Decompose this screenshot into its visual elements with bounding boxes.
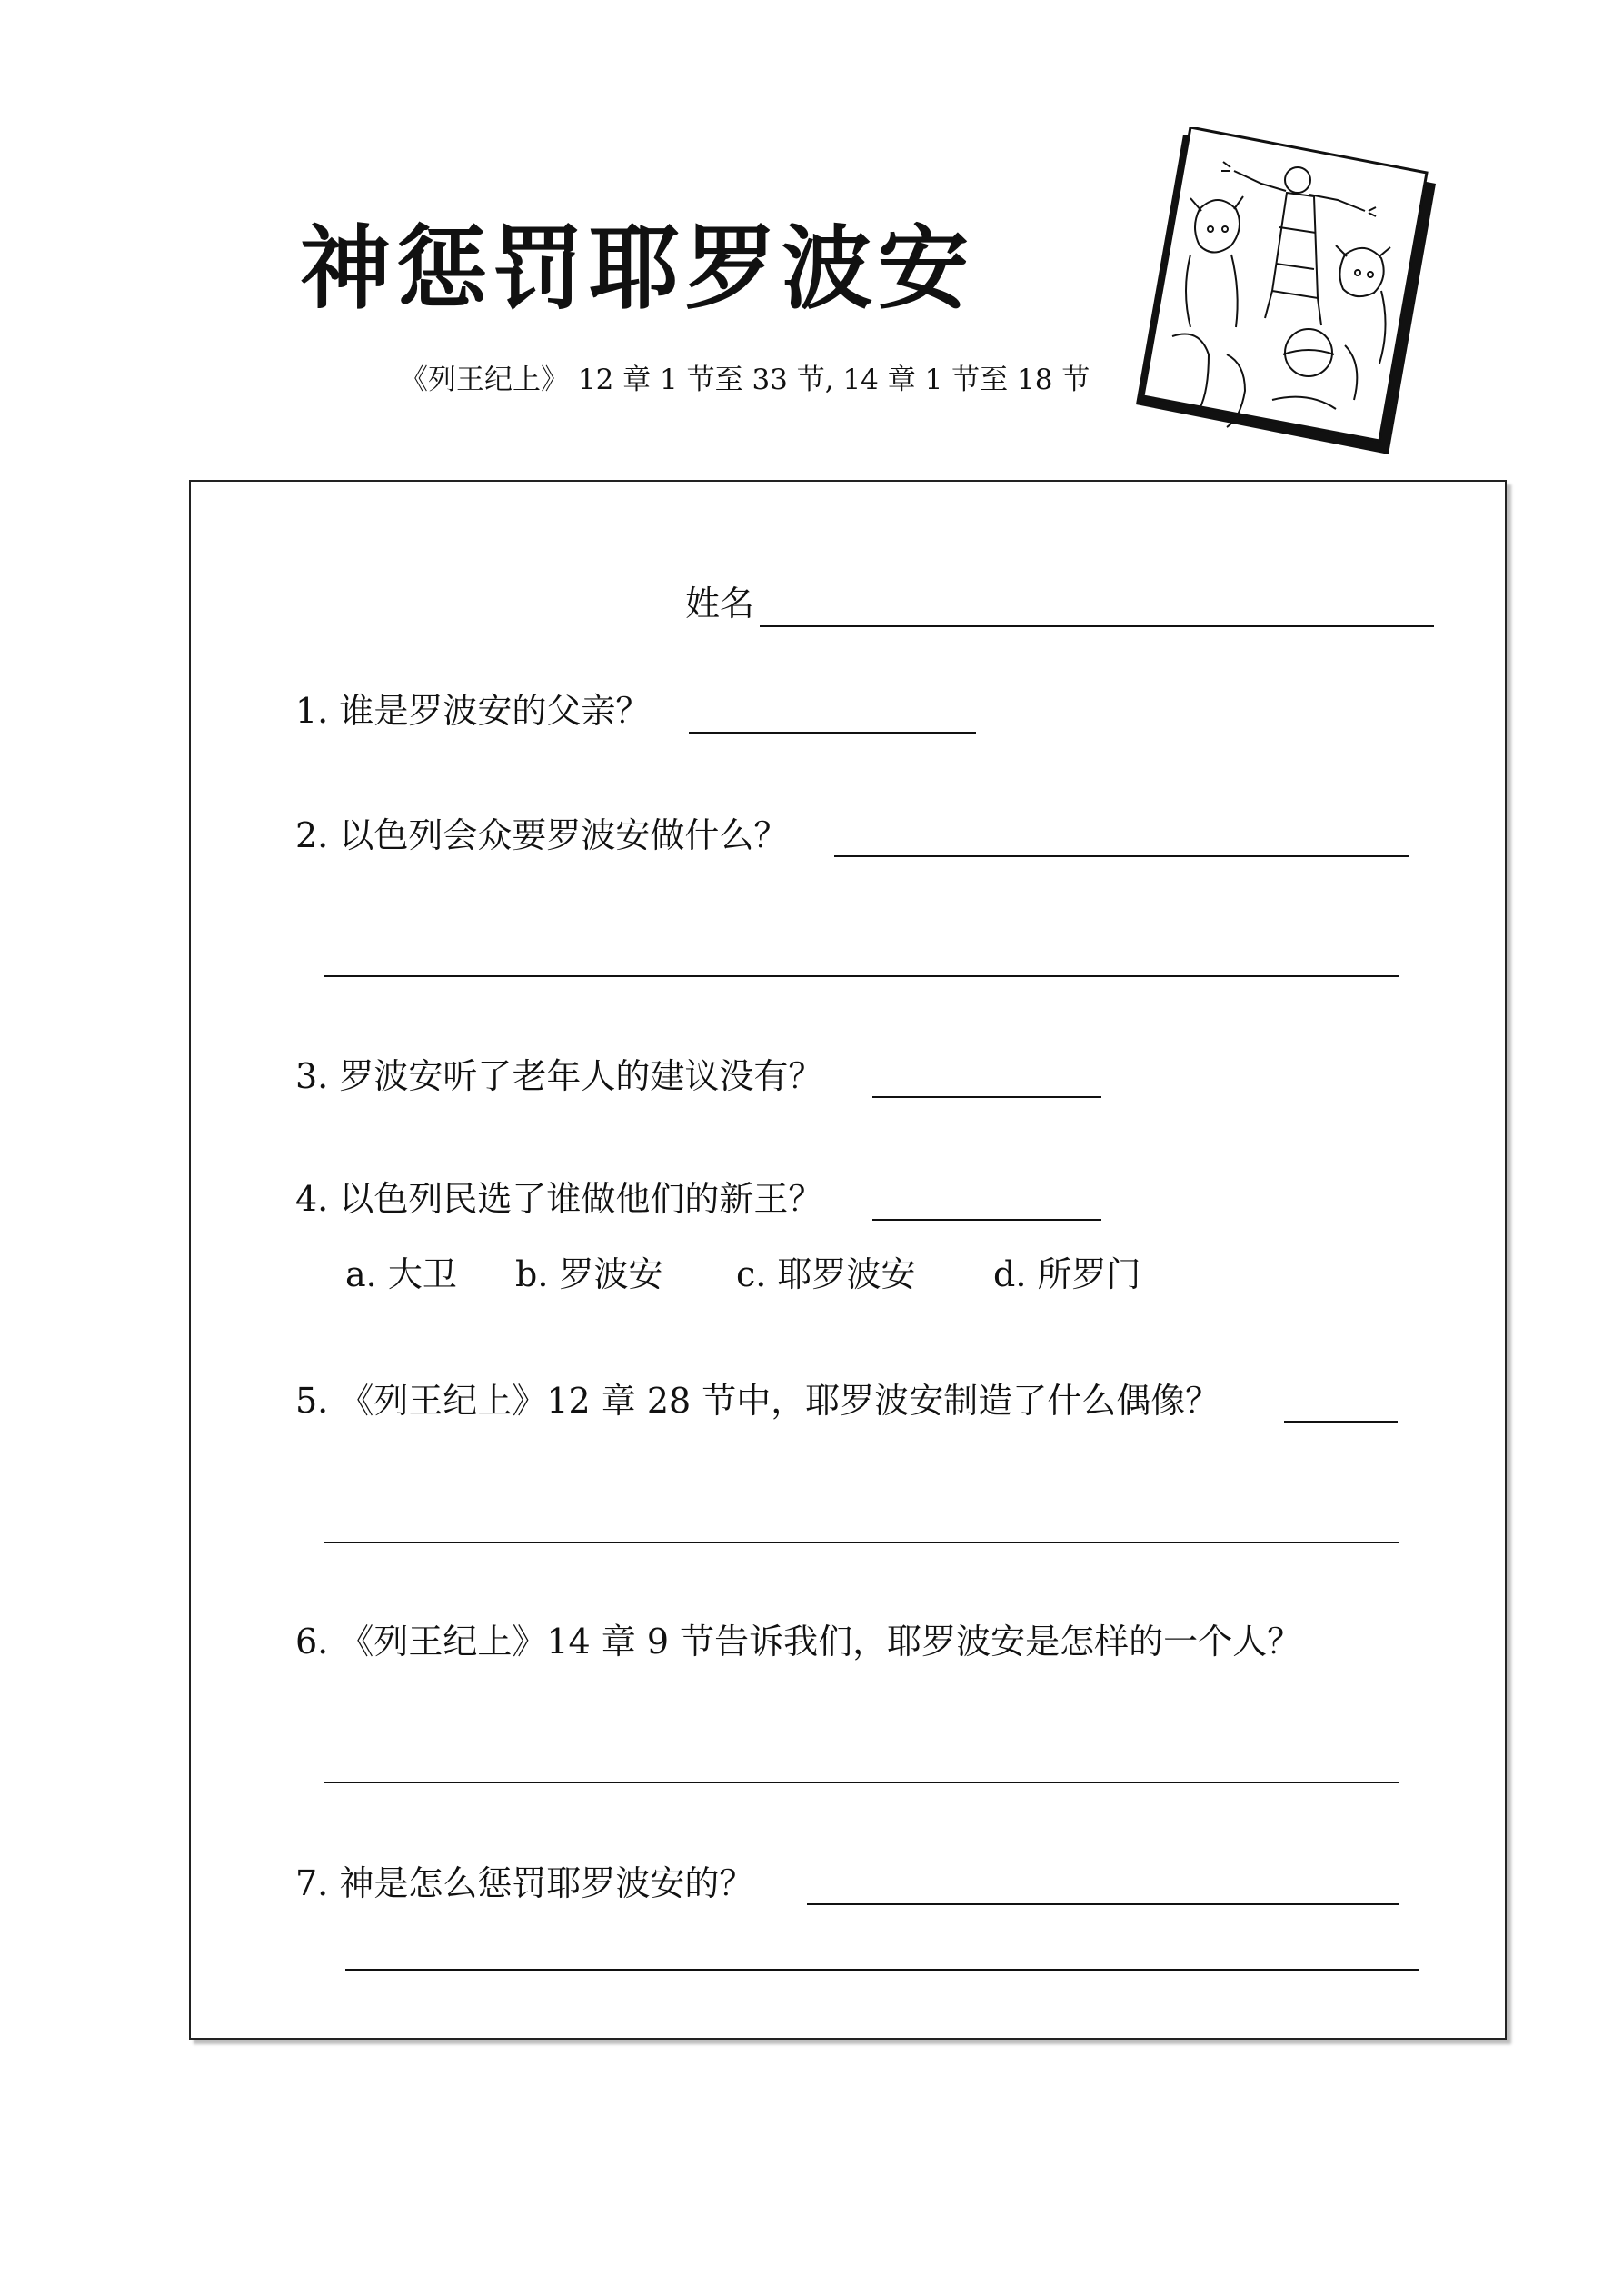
answer-2-field[interactable] bbox=[834, 855, 1409, 857]
question-1: 1. 谁是罗波安的父亲？ bbox=[295, 691, 651, 731]
answer-7-line-2[interactable] bbox=[345, 1969, 1419, 1971]
choice-a[interactable]: a. 大卫 bbox=[345, 1254, 457, 1294]
scripture-reference: 《列王纪上》 12 章 1 节至 33 节, 14 章 1 节至 18 节 bbox=[400, 364, 1090, 396]
choice-c[interactable]: c. 耶罗波安 bbox=[736, 1254, 916, 1294]
answer-1-field[interactable] bbox=[689, 732, 976, 734]
page-title: 神惩罚耶罗波安 bbox=[300, 215, 974, 322]
question-2: 2. 以色列会众要罗波安做什么？ bbox=[295, 815, 789, 855]
story-illustration bbox=[1136, 127, 1436, 454]
answer-5-line-2[interactable] bbox=[324, 1542, 1399, 1543]
choice-b[interactable]: b. 罗波安 bbox=[515, 1254, 663, 1294]
answer-3-field[interactable] bbox=[872, 1096, 1101, 1098]
answer-5-field[interactable] bbox=[1284, 1421, 1398, 1423]
choice-d[interactable]: d. 所罗门 bbox=[993, 1254, 1141, 1294]
answer-7-field[interactable] bbox=[807, 1903, 1399, 1905]
question-7: 7. 神是怎么惩罚耶罗波安的？ bbox=[295, 1863, 754, 1903]
question-5: 5. 《列王纪上》12 章 28 节中，耶罗波安制造了什么偶像？ bbox=[295, 1381, 1220, 1421]
question-3: 3. 罗波安听了老年人的建议没有？ bbox=[295, 1056, 823, 1096]
name-label: 姓名 bbox=[685, 584, 755, 624]
answer-6-field[interactable] bbox=[324, 1782, 1399, 1783]
name-field[interactable] bbox=[760, 625, 1434, 627]
question-6: 6. 《列王纪上》14 章 9 节告诉我们，耶罗波安是怎样的一个人？ bbox=[295, 1622, 1302, 1662]
answer-2-line-2[interactable] bbox=[324, 975, 1399, 977]
answer-4-field[interactable] bbox=[872, 1219, 1101, 1221]
question-4: 4. 以色列民选了谁做他们的新王？ bbox=[295, 1179, 823, 1219]
